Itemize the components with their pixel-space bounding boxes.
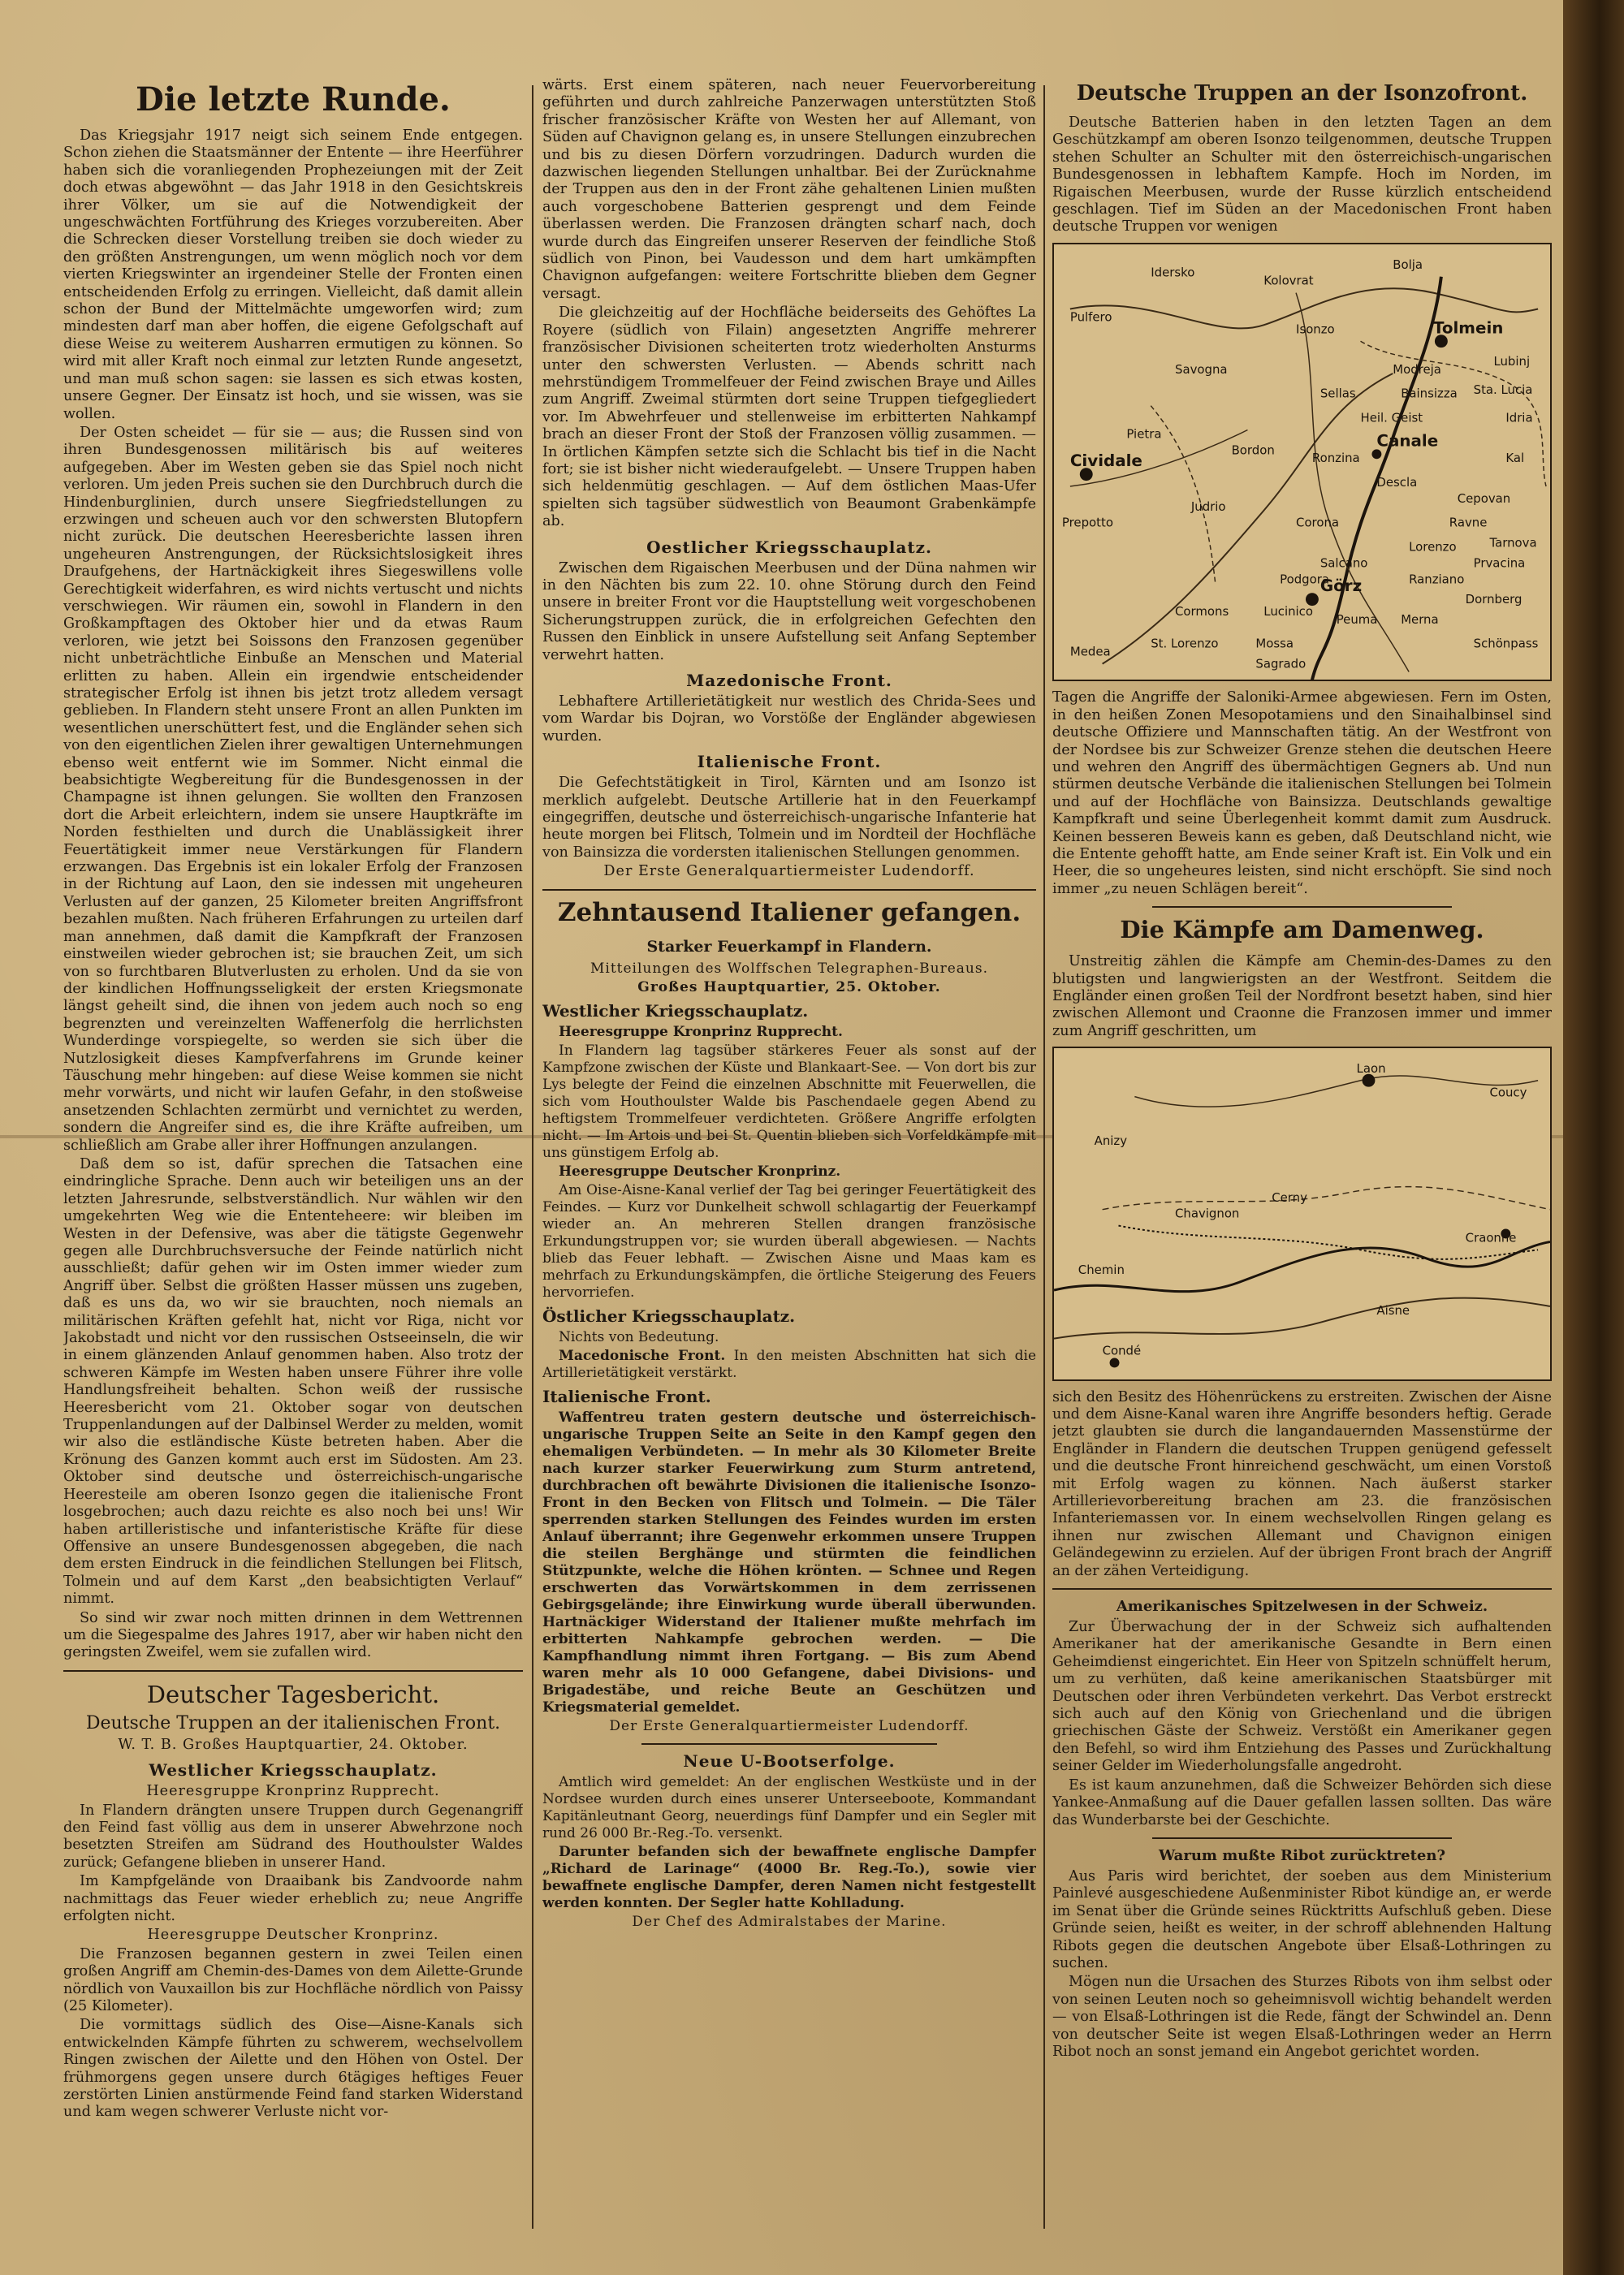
map-label: Chemin [1078, 1263, 1125, 1278]
map-label: Judrio [1190, 499, 1226, 514]
map-label: Ronzina [1311, 451, 1360, 466]
article-title-isonzofront: Deutsche Truppen an der Isonzofront. [1076, 81, 1528, 106]
map-label: Lubinj [1493, 353, 1531, 369]
map-label: Isonzo [1296, 322, 1335, 337]
section-heading: Mazedonische Front. [686, 671, 892, 690]
army-group-heading: Heeresgruppe Kronprinz Rupprecht. [146, 1783, 440, 1800]
paragraph: Das Kriegsjahr 1917 neigt sich seinem Ende entgegen. Schon ziehen die Staatsmänner der Entente — ihre Heerführer haben sich die voranliegenden Prophezeiungen mit der Zeit doch etwas abgewöhnt — das Jahr 1918 in den Gesichtskreis ihrer Völker, um sie auf die Notwendigkeit der ungeschwächten Fortführung des Krieges vorzubereiten. Aber die Schrecken dieser Vorstellung treiben sie doch wieder zu den größten Anstrengungen, um wenn möglich noch vor dem vierten Kriegswinter an irgendeiner Stelle der Fronten einen entscheidenden Erfolg zu erringen. Vielleicht, daß damit allein schon der Bund der Mittelmächte umgeworfen wird; zum mindesten darf man aber hoffen, die eigene Gefolgschaft auf diese Weise zu weiterem Ausharren ermutigen zu können. So wird mit aller Kraft noch einmal zur letzten Runde angesetzt, und man muß schon sagen: sie lassen es sich etwas kosten, unsere Gegner. Der Einsatz ist hoch, und sie wissen, was sie wollen. [63, 127, 523, 422]
map-label: Modreja [1393, 361, 1441, 377]
column-rule-2 [1043, 85, 1045, 2229]
map-label: Descla [1376, 474, 1418, 490]
paragraph: sich den Besitz des Höhenrückens zu erstreiten. Zwischen der Aisne und dem Aisne-Kanal waren ihre Angriffe besonders heftig. Gerade jetzt glaubten sie durch die langandauernden Massenstürme der Engländer in Flandern die deutschen Truppen genügend gefesselt und die deutsche Front hinreichend geschwächt, um einen Vorstoß mit Erfolg wagen zu können. Nach äußerst starker Artillerievorbereitung brachen am 23. die französischen Infanteriemassen vor. In einem wechselvollen Ringen gelang es ihnen nur zwischen Allemant und Chavignon einigen Geländegewinn zu erzielen. Auf der übrigen Front brach der Angriff an der zähen Verteidigung. [1052, 1388, 1552, 1579]
paragraph: So sind wir zwar noch mitten drinnen in dem Wettrennen um die Siegespalme des Jahres 1917, aber wir haben nicht den geringsten Zweifel, wem sie zufallen wird. [63, 1609, 523, 1661]
column-2 [542, 77, 1036, 2253]
map-label: Condé [1102, 1343, 1142, 1358]
map-label: Cepovan [1457, 490, 1511, 506]
map-label: Cormons [1175, 603, 1229, 619]
paragraph: Darunter befanden sich der bewaffnete englische Dampfer „Richard de Larinage“ (4000 Br. Reg.-To.), sowie vier bewaffnete englische Dampfer, deren Namen nicht festgestellt werden konnten. Der Segler hatte Kohlladung. [542, 1843, 1036, 1911]
map-label: Pulfero [1069, 309, 1112, 325]
map-label: Ravne [1449, 515, 1488, 530]
paragraph: Mögen nun die Ursachen des Sturzes Ribots von ihm selbst oder von seinen Leuten noch so geheimnisvoll wichtig behandelt werden — von Elsaß-Lothringen ist die Rede, fängt der Schwindel an. Denn von deutscher Seite ist wegen Elsaß-Lothringen weder an Herrn Ribot noch an sonst jemand ein Angebot gerichtet worden. [1052, 1974, 1552, 2060]
section-divider [1052, 1588, 1552, 1590]
map-label: Medea [1069, 644, 1111, 659]
map-label: Cerny [1272, 1189, 1307, 1205]
report-title: Deutscher Tagesbericht. [146, 1680, 440, 1708]
paragraph [542, 1348, 1036, 1382]
map-label: Sagrado [1255, 656, 1307, 671]
map-label: Merna [1401, 611, 1439, 627]
map-label: Heil. Geist [1360, 410, 1423, 425]
paragraph: Die gleichzeitig auf der Hochfläche beiderseits des Gehöftes La Royere (südlich von Filain) angesetzten Angriffe mehrerer französischer Divisionen scheiterten trotz wiederholten Ansturms unter den schwersten Verlusten. — Abends schritt nach mehrstündigem Trommelfeuer der Feind zwischen Braye und Ailles zum Angriff. Zweimal stürmten dort seine Truppen tiefgegliedert vor. Im Abwehrfeuer und stellenweise im erbitterten Nahkampf brach an dieser Front der Stoß der Franzosen völlig zusammen. — In örtlichen Kämpfen setzte sich die Schlacht bis tief in die Nacht fort; sie ist bisher nicht wiederaufgelebt. — Unsere Truppen haben sich heldenmütig geschlagen. — Auf dem östlichen Maas-Ufer spielten sich tagsüber südwestlich von Beaumont Grabenkämpfe ab. [542, 304, 1036, 530]
signature: Der Chef des Admiralstabes der Marine. [632, 1913, 947, 1930]
hq-dateline: Großes Hauptquartier, 25. Oktober. [637, 978, 941, 995]
map-label: Laon [1356, 1061, 1386, 1077]
army-group-heading: Heeresgruppe Deutscher Kronprinz. [147, 1927, 439, 1944]
chemin-map-svg [1054, 1048, 1550, 1379]
column-rule-1 [532, 85, 533, 2229]
paragraph: Die Franzosen begannen gestern in zwei Teilen einen großen Angriff am Chemin-des-Dames von dem Ailette-Grunde nördlich von Vauxaillon bis zur Hochfläche nördlich von Paissy (25 Kilometer). [63, 1945, 523, 2015]
map-label: Idria [1505, 410, 1533, 425]
paragraph: In Flandern lag tagsüber stärkeres Feuer als sonst auf der Kampfzone zwischen der Küste und Blankaart-See. — Von dort bis zur Lys belegte der Feind die einzelnen Abschnitte mit Feuerwellen, die sich vom Houthoulster Walde bis Paschendaele gegen Abend zu heftigstem Trommelfeuer verdichteten. Größere Angriffe erfolgten nicht. — Im Artois und bei St. Quentin blieben sich Vorfeldkämpfe mit uns günstigem Erfolg ab. [542, 1042, 1036, 1161]
chemin-des-dames-map [1052, 1047, 1552, 1380]
map-label: Görz [1320, 576, 1363, 596]
map-label: Corona [1296, 515, 1340, 530]
section-divider [641, 1743, 938, 1745]
map-label: Prvacina [1473, 555, 1526, 571]
map-label: Coucy [1489, 1085, 1527, 1100]
signature: Der Erste Generalquartiermeister Ludendorff. [609, 1717, 970, 1734]
paragraph: Daß dem so ist, dafür sprechen die Tatsachen eine eindringliche Sprache. Denn auch wir beteiligen uns an der letzten Jahresrunde, selbstverständlich. Nur wählen wir den umgekehrten Weg wie die Ententeheere: wir bleiben im Westen in der Defensive, was aber die tätigste Gegenwehr gegen alle Durchbruchsversuche der Feinde natürlich nicht ausschließt; dafür gehen wir im Osten immer wieder zum Angriff über. Selbst die größten Hasser müssen uns zugeben, daß es uns da, wo wir sie brauchten, noch niemals an militärischen Kräften gefehlt hat, nicht vor Riga, nicht vor Jakobstadt und nicht vor den russischen Ostseeinseln, die wir in einem glänzenden Anlauf genommen haben. Also trotz der schweren Kämpfe im Westen haben unsere Führer ihre volle Handlungsfreiheit behalten. Schon weiß der russische Heeresbericht vom 21. Oktober sogar von deutschen Truppenlandungen auf der Dalbinsel Werder zu melden, womit wir also die estländische Küste betreten haben. Aber die Krönung des Ganzen kommt auch erst im Südosten. Am 23. Oktober sind deutsche und österreichisch-ungarische Heeresteile am oberen Isonzo gegen die italienische Front losgebrochen; auch dazu reichte es also noch bei uns! Wir haben artilleristische und infanteristische Kräfte für diese Offensive an unsere Bundesgenossen abgegeben, die nach dem ersten Eindruck in die feindlichen Stellungen bei Flitsch, Tolmein und auf dem Karst „den beabsichtigten Verlauf“ nimmt. [63, 1155, 523, 1608]
map-label: Dornberg [1465, 591, 1522, 607]
section-heading: Westlicher Kriegsschauplatz. [542, 1000, 809, 1021]
map-label: Schönpass [1473, 636, 1539, 651]
army-group-heading: Heeresgruppe Kronprinz Rupprecht. [559, 1023, 843, 1040]
article-title-damenweg: Die Kämpfe am Damenweg. [1120, 916, 1484, 944]
binding-gutter [1563, 0, 1624, 2275]
section-divider [1152, 906, 1452, 908]
paragraph-text: In den meisten Abschnitten hat sich die Artillerietätigkeit verstärkt. [542, 1347, 1036, 1381]
paragraph: In Flandern drängten unsere Truppen durch Gegenangriff den Feind fast völlig aus dem in unserer Abwehrzone noch besetzten Streifen am Südrand des Houthoulster Waldes zurück; Gefangene blieben in unserer Hand. [63, 1802, 523, 1871]
map-label: Bainsizza [1401, 386, 1458, 401]
map-label: Lucinico [1263, 603, 1313, 619]
map-label: Sellas [1320, 386, 1356, 401]
map-label: Lorenzo [1409, 539, 1457, 555]
wolff-dateline: Mitteilungen des Wolffschen Telegraphen-Bureaus. [590, 960, 989, 977]
map-label: Anizy [1094, 1133, 1128, 1149]
section-heading: Italienische Front. [697, 752, 882, 772]
section-heading: Italienische Front. [542, 1386, 711, 1406]
map-label: Canale [1376, 431, 1439, 451]
map-label: Tarnova [1489, 535, 1537, 550]
paragraph: Zur Überwachung der in der Schweiz sich aufhaltenden Amerikaner hat der amerikanische Gesandte in Bern einen Geheimdienst eingerichtet. Ein Heer von Spitzeln schnüffelt herum, um zu verhüten, daß keine amerikanischen Staatsbürger mit Deutschen oder ihren Verbündeten verkehrt. Das Verbot erstreckt sich auch auf den König von Griechenland und die übrigen griechischen Gäste der Schweiz. Verstößt ein Amerikaner gegen den Befehl, so wird ihm Entziehung des Passes und Zurückhaltung seiner Gelder im Wiederholungsfalle angedroht. [1052, 1619, 1552, 1775]
paragraph: Es ist kaum anzunehmen, daß die Schweizer Behörden sich diese Yankee-Anmaßung auf die Dauer gefallen lassen sollten. Das wäre das Wunderbarste bei der Geschichte. [1052, 1776, 1552, 1828]
paragraph: Die vormittags südlich des Oise—Aisne-Kanals sich entwickelnden Kämpfe führten zu schwerem, wechselvollem Ringen zwischen der Ailette und den Höhen von Ostel. Der frühmorgens gegen unsere durch 6tägiges heftiges Feuer zerstörten Linien anstürmende Feind fand starken Widerstand und kam wegen schwerer Verluste nicht vor- [63, 2017, 523, 2121]
paragraph: Unstreitig zählen die Kämpfe am Chemin-des-Dames zu den blutigsten und langwierigsten an der Westfront. Seitdem die Engländer einen großen Teil der Nordfront besetzt haben, sind hier zwischen Allemont und Craonne die Franzosen immer und immer zum Angriff geschritten, um [1052, 953, 1552, 1039]
article-subtitle: Starker Feuerkampf in Flandern. [646, 937, 932, 956]
paragraph: Nichts von Bedeutung. [559, 1328, 719, 1345]
paragraph: Der Osten scheidet — für sie — aus; die Russen sind von ihren Bundesgenossen militärisch bis auf weiteres aufgegeben. Aber im Westen geben sie das Spiel noch nicht verloren. Um jeden Preis suchen sie den Durchbruch durch die Hindenburglinien, durch unsere Siegfriedstellungen zu erzwingen und scheuen auch vor den schwersten Blutopfern nicht zurück. Die deutschen Heeresberichte lassen ihren ungeheuren Anstrengungen, der Rücksichtslosigkeit ihres Draufgehens, der Hartnäckigkeit ihres Siegeswillens volle Gerechtigkeit widerfahren, es wird nichts vertuscht und nichts verschwiegen. Wir räumen ein, sowohl in Flandern in den Großkampftagen des Oktober hier und da etwas Raum verloren, wie jetzt bei Soissons den Franzosen gegenüber nicht unbeträchtliche Einbuße an Menschen und Material erlitten zu haben. Allein ein irgendwie entscheidender strategischer Erfolg ist ihnen bis jetzt trotz alledem versagt geblieben. In Flandern steht unsere Front an allen Punkten im wesentlichen unerschüttert fest, und die Engländer sehen sich von den eigentlichen Zielen ihrer gewaltigen Unternehmungen ebenso weit entfernt wie im Sommer. Nicht einmal die beabsichtigte Wegbereitung für die Bundesgenossen in der Champagne ist ihnen gelungen. Sie wollten den Franzosen dort die Arbeit erleichtern, indem sie unsere Hauptkräfte im Norden festhielten und durch die Unablässigkeit ihrer Feuertätigkeit immer neue Verstärkungen für Flandern erzwangen. Das Ergebnis ist ein lokaler Erfolg der Franzosen in der Richtung auf Laon, den sie indessen mit ungeheuren Verlusten auf der ganzen, 25 Kilometer breiten Angriffsfront bezahlen mußten. Nach früheren Erfahrungen zu urteilen darf man annehmen, daß damit die Kampfkraft der Franzosen einstweilen wieder gebrochen ist; sie brauchen Zeit, um sich von so furchtbaren Blutverlusten zu erholen. Und da sie von der kindlichen Hoffnungsseligkeit der ersten Kriegsmonate längst geheilt sind, die ihnen von jedem auch noch so eng begrenzten und vereinzelten Waffenerfolg die herrlichsten Wunderdinge vorspiegelte, so werden sie sich über die Nutzlosigkeit dieses Kampfverfahrens im Grunde keiner Täuschung mehr hingeben: auf diese Weise kommen sie nicht mehr vorwärts, und nicht wir laufen Gefahr, in den stoßweise ansetzenden Schlachten zermürbt und vernichtet zu werden, sondern die Angreifer sind es, die ihre Kräfte aufreiben, um schließlich am Grabe aller ihrer Hoffnungen anzulangen. [63, 424, 523, 1154]
army-group-heading: Heeresgruppe Deutscher Kronprinz. [559, 1163, 841, 1180]
map-label: Craonne [1465, 1230, 1517, 1245]
map-label: Idersko [1151, 265, 1195, 280]
article-title-spitzelwesen: Amerikanisches Spitzelwesen in der Schweiz. [1116, 1598, 1488, 1616]
map-label: Mossa [1255, 636, 1294, 651]
paragraph: Tagen die Angriffe der Saloniki-Armee abgewiesen. Fern im Osten, in den heißen Zonen Mesopotamiens und den Sinaihalbinsel sind deutsche Offiziere und Mannschaften tätig. An der Westfront von der Nordsee bis zur Schweizer Grenze stehen die deutschen Heere und wehren den Angriff des übermächtigen Gegners ab. Und nun stürmen deutsche Verbände die italienischen Stellungen bei Tolmein und auf der Hochfläche von Bainsizza. Deutschlands gewaltige Kampfkraft und seine Überlegenheit kommt damit zum Ausdruck. Keinen besseren Beweis kann es geben, daß Deutschland nicht, wie die Entente gehofft hatte, am Ende seiner Kraft ist. Ein Volk und ein Heer, die so ungeheures leisten, sind nicht erschöpft. Sie sind noch immer „zu neuen Schlägen bereit“. [1052, 689, 1552, 897]
map-label: Prepotto [1061, 515, 1113, 530]
paragraph: wärts. Erst einem späteren, nach neuer Feuervorbereitung geführten und durch zahlreiche Panzerwagen unterstützten Stoß frischer französischer Kräfte von Westen her auf Allemant, von Süden auf Chavignon gelang es, in unsere Stellungen einzubrechen und bis zu diesen Dörfern vorzudringen. Dadurch wurden die dazwischen liegenden Stellungen unhaltbar. Bei der Zurücknahme der Truppen aus den in der Front zähe gehaltenen Linien mußten auch vorgeschobene Batterien gesprengt und dem Feinde überlassen werden. Die Franzosen drängten scharf nach, doch wurde durch das Eingreifen unserer Reserven der feindliche Stoß südlich von Pinon, bei Vaudesson und dem hart umkämpften Chavignon aufgefangen: weitere Fortschritte blieben dem Gegner versagt. [542, 77, 1036, 302]
article-title-uboot: Neue U-Bootserfolge. [683, 1750, 896, 1771]
map-label: Pietra [1126, 426, 1162, 442]
report-subtitle: Deutsche Truppen an der italienischen Front. [85, 1712, 501, 1733]
signature: Der Erste Generalquartiermeister Ludendorff. [603, 863, 975, 880]
paragraph: Deutsche Batterien haben in den letzten Tagen an dem Geschützkampf am oberen Isonzo teilgenommen, deutsche Truppen stehen Schulter an Schulter mit den österreichisch-ungarischen Bundesgenossen in lebhaftem Kampfe. Hoch im Norden, im Rigaischen Meerbusen, wurde der Russe kürzlich entscheidend geschlagen. Tief im Süden an der Macedonischen Front haben deutsche Truppen vor wenigen [1052, 114, 1552, 235]
map-label: Aisne [1376, 1303, 1410, 1319]
wtb-dateline: W. T. B. Großes Hauptquartier, 24. Oktober. [118, 1736, 469, 1753]
map-label: Bordon [1231, 442, 1275, 458]
isonzo-map [1052, 243, 1552, 681]
inline-heading: Macedonische Front. [559, 1347, 726, 1364]
paragraph: Aus Paris wird berichtet, der soeben aus dem Ministerium Painlevé ausgeschiedene Außenminister Ribot kündige an, er werde im Senat über die Gründe seines Rücktritts Aufschluß geben. Diese Gründe seien, heißt es weiter, in der schroff ablehnenden Haltung Ribots gegen die deutschen Angebote über Elsaß-Lothringen zu suchen. [1052, 1867, 1552, 1971]
map-label: St. Lorenzo [1151, 636, 1219, 651]
map-label: Podgora [1280, 572, 1330, 587]
map-label: Ranziano [1409, 572, 1465, 587]
paragraph: Die Gefechtstätigkeit in Tirol, Kärnten und am Isonzo ist merklich aufgelebt. Deutsche Artillerie hat in den Feuerkampf eingegriffen, deutsche und österreichisch-ungarische Infanterie hat heute morgen bei Flitsch, Tolmein und im Nordteil der Hochfläche von Bainsizza die vordersten italienischen Stellungen genommen. [542, 775, 1036, 861]
section-heading: Westlicher Kriegsschauplatz. [149, 1760, 438, 1781]
map-label: Cividale [1069, 451, 1142, 471]
paragraph: Zwischen dem Rigaischen Meerbusen und der Düna nahmen wir in den Nächten bis zum 22. 10. ohne Störung durch den Feind unsere in breiter Front vor die Hauptstellung weit vorgeschobenen Sicherungstruppen zurück, die in erfolgreichen Gefechten den Russen den Einblick in unsere Aufstellung seit Anfang September verwehrt hatten. [542, 559, 1036, 663]
map-label: Peuma [1336, 611, 1378, 627]
map-label: Kal [1505, 451, 1525, 466]
map-label: Sta. Lucia [1473, 382, 1533, 397]
article-title-zehntausend: Zehntausend Italiener gefangen. [557, 897, 1021, 927]
article-title-letzte-runde: Die letzte Runde. [136, 80, 451, 119]
map-label: Kolovrat [1263, 273, 1314, 288]
isonzo-map-svg [1054, 244, 1550, 680]
map-label: Salcano [1320, 555, 1368, 571]
paragraph: Waffentreu traten gestern deutsche und österreichisch-ungarische Truppen Seite an Seite in den Kampf gegen den ehemaligen Verbündeten. — In mehr als 30 Kilometer Breite nach kurzer starker Feuerwirkung zum Sturm antretend, durchbrachen oft bewährte Divisionen die italienische Isonzo-Front in den Becken von Flitsch und Tolmein. — Die Täler sperrenden starken Stellungen des Feindes wurden im ersten Anlauf überrannt; ihre Gegenwehr erkommen unsere Truppen die steilen Berghänge und stürmten die feindlichen Stützpunkte, welche die Höhen krönten. — Schnee und Regen erschwerten das Vorwärtskommen in dem zerrissenen Gebirgsgelände; ihre Einwirkung wurde überall überwunden. Hartnäckiger Widerstand der Italiener mußte mehrfach im erbitterten Nahkampfe gebrochen werden. — Die Kampfhandlung nimmt ihren Fortgang. — Bis zum Abend waren mehr als 10 000 Gefangene, dabei Divisions- und Brigadestäbe, und reiche Beute an Geschützen und Kriegsmaterial gemeldet. [542, 1409, 1036, 1716]
column-3 [1052, 77, 1552, 2253]
map-label: Chavignon [1175, 1206, 1240, 1221]
column-1 [63, 77, 523, 2253]
section-divider [1152, 1837, 1452, 1839]
paragraph: Im Kampfgelände von Draaibank bis Zandvoorde nahm nachmittags das Feuer wieder erheblich zu; neue Angriffe erfolgten nicht. [63, 1873, 523, 1924]
section-divider [542, 889, 1036, 891]
section-heading: Oestlicher Kriegsschauplatz. [646, 537, 932, 557]
section-heading: Östlicher Kriegsschauplatz. [542, 1306, 796, 1326]
map-label: Bolja [1393, 257, 1423, 272]
article-title-ribot: Warum mußte Ribot zurücktreten? [1159, 1846, 1445, 1864]
paragraph: Lebhaftere Artillerietätigkeit nur westlich des Chrida-Sees und vom Wardar bis Dojran, wo Vorstöße der Engländer abgewiesen wurden. [542, 693, 1036, 745]
map-label: Savogna [1175, 361, 1228, 377]
map-label: Tolmein [1432, 318, 1504, 338]
paragraph: Am Oise-Aisne-Kanal verlief der Tag bei geringer Feuertätigkeit des Feindes. — Kurz vor Dunkelheit schwoll schlagartig der Feuerkampf wieder an. An mehreren Stellen drangen französische Erkundungstruppen vor; sie wurden überall abgewiesen. — Nachts blieb das Feuer lebhaft. — Zwischen Aisne und Maas kam es mehrfach zu Erkundungskämpfen, die örtliche Steigerung des Feuers hervorriefen. [542, 1181, 1036, 1301]
paragraph: Amtlich wird gemeldet: An der englischen Westküste und in der Nordsee wurden durch eines unserer Unterseeboote, Kommandant Kapitänleutnant Georg, neuerdings fünf Dampfer und ein Segler mit rund 26 000 Br.-Reg.-To. versenkt. [542, 1773, 1036, 1841]
section-divider [63, 1670, 523, 1672]
